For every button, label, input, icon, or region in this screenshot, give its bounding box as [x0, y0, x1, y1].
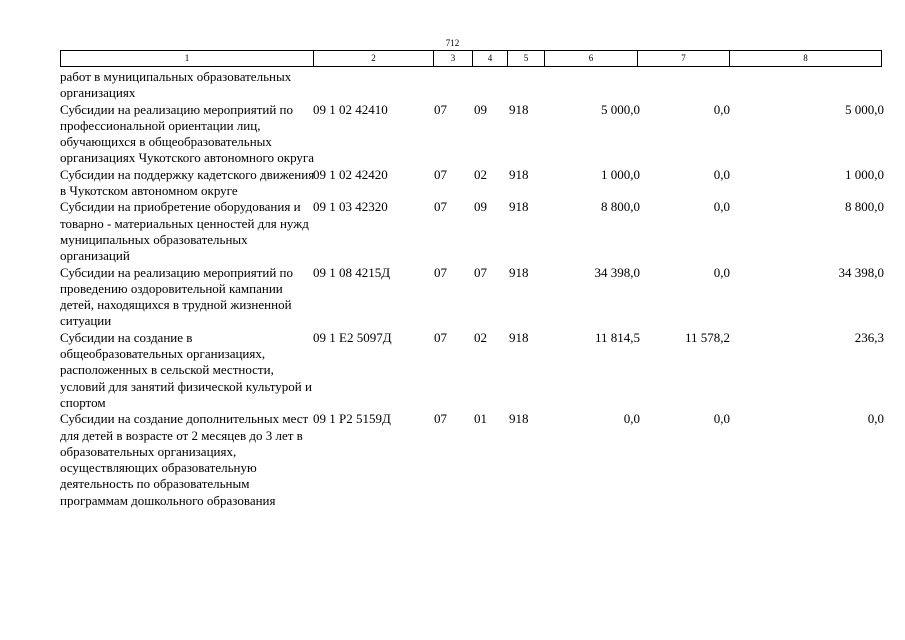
row-subsection: 09 — [474, 101, 487, 117]
row-amount-col7: 0,0 — [713, 166, 730, 182]
row-grbs: 918 — [509, 101, 529, 117]
row-amount-col7: 11 578,2 — [684, 329, 730, 345]
table-row — [60, 330, 890, 411]
row-amount-col8: 34 398,0 — [838, 264, 884, 280]
row-amount-col7: 0,0 — [713, 411, 730, 427]
row-description: работ в муниципальных образовательных организациях — [60, 69, 292, 101]
row-code: 09 1 02 42420 — [313, 166, 388, 182]
row-description: Субсидии на приобретение оборудования и товарно - материальных ценностей для нужд муниципальных образовательных организаций — [60, 199, 309, 264]
row-amount-col7: 0,0 — [713, 264, 730, 280]
row-subsection: 02 — [474, 329, 487, 345]
table-row — [60, 411, 890, 509]
table-row — [60, 199, 890, 264]
row-amount-col6: 11 814,5 — [594, 329, 640, 345]
row-grbs: 918 — [509, 329, 529, 345]
row-amount-col7: 0,0 — [713, 199, 730, 215]
row-description: Субсидии на создание в общеобразовательных организациях, расположенных в сельской местности, условий для занятий физической культурой и спортом — [60, 329, 312, 410]
row-description: Субсидии на реализацию мероприятий по проведению оздоровительной кампании детей, находящихся в трудной жизненной ситуации — [60, 264, 294, 329]
row-amount-col7: 0,0 — [713, 101, 730, 117]
row-amount-col8: 0,0 — [867, 411, 884, 427]
row-section: 07 — [434, 329, 447, 345]
column-header: 7 — [638, 51, 730, 67]
column-header: 5 — [508, 51, 545, 67]
row-grbs: 918 — [509, 199, 529, 215]
table-row — [60, 69, 890, 102]
row-description: Субсидии на поддержку кадетского движения в Чукотском автономном округе — [60, 166, 315, 199]
row-description: Субсидии на реализацию мероприятий по профессиональной ориентации лиц, обучающихся в общеобразовательных организациях Чукотского автономного округа — [60, 101, 315, 166]
row-code: 09 1 E2 5097Д — [313, 329, 392, 345]
column-header: 3 — [434, 51, 473, 67]
row-amount-col6: 0,0 — [623, 411, 640, 427]
table-row — [60, 167, 890, 200]
row-section: 07 — [434, 264, 447, 280]
table-row — [60, 265, 890, 330]
row-code: 09 1 02 42410 — [313, 101, 388, 117]
row-code: 09 1 03 42320 — [313, 199, 388, 215]
row-section: 07 — [434, 411, 447, 427]
column-header: 6 — [545, 51, 638, 67]
row-amount-col8: 236,3 — [854, 329, 884, 345]
row-subsection: 07 — [474, 264, 487, 280]
column-header: 1 — [61, 51, 314, 67]
row-grbs: 918 — [509, 264, 529, 280]
column-header: 4 — [473, 51, 508, 67]
row-subsection: 02 — [474, 166, 487, 182]
row-amount-col8: 5 000,0 — [845, 101, 884, 117]
page-number: 712 — [445, 38, 460, 48]
row-section: 07 — [434, 166, 447, 182]
row-amount-col8: 8 800,0 — [845, 199, 884, 215]
row-subsection: 09 — [474, 199, 487, 215]
row-code: 09 1 08 4215Д — [313, 264, 391, 280]
row-amount-col6: 5 000,0 — [601, 101, 640, 117]
row-amount-col6: 8 800,0 — [601, 199, 640, 215]
row-section: 07 — [434, 101, 447, 117]
column-header: 2 — [314, 51, 434, 67]
column-header-table — [60, 50, 882, 67]
row-amount-col6: 1 000,0 — [601, 166, 640, 182]
row-section: 07 — [434, 199, 447, 215]
row-amount-col8: 1 000,0 — [845, 166, 884, 182]
row-code: 09 1 P2 5159Д — [313, 411, 391, 427]
column-header: 8 — [730, 51, 882, 67]
row-grbs: 918 — [509, 411, 529, 427]
row-description: Субсидии на создание дополнительных мест для детей в возрасте от 2 месяцев до 3 лет в образовательных организациях, осуществляющих образовательную деятельность по образовательным программам дошкольного образования — [60, 411, 309, 508]
table-body — [60, 69, 890, 509]
table-row — [60, 102, 890, 167]
row-subsection: 01 — [474, 411, 487, 427]
row-grbs: 918 — [509, 166, 529, 182]
row-amount-col6: 34 398,0 — [594, 264, 640, 280]
